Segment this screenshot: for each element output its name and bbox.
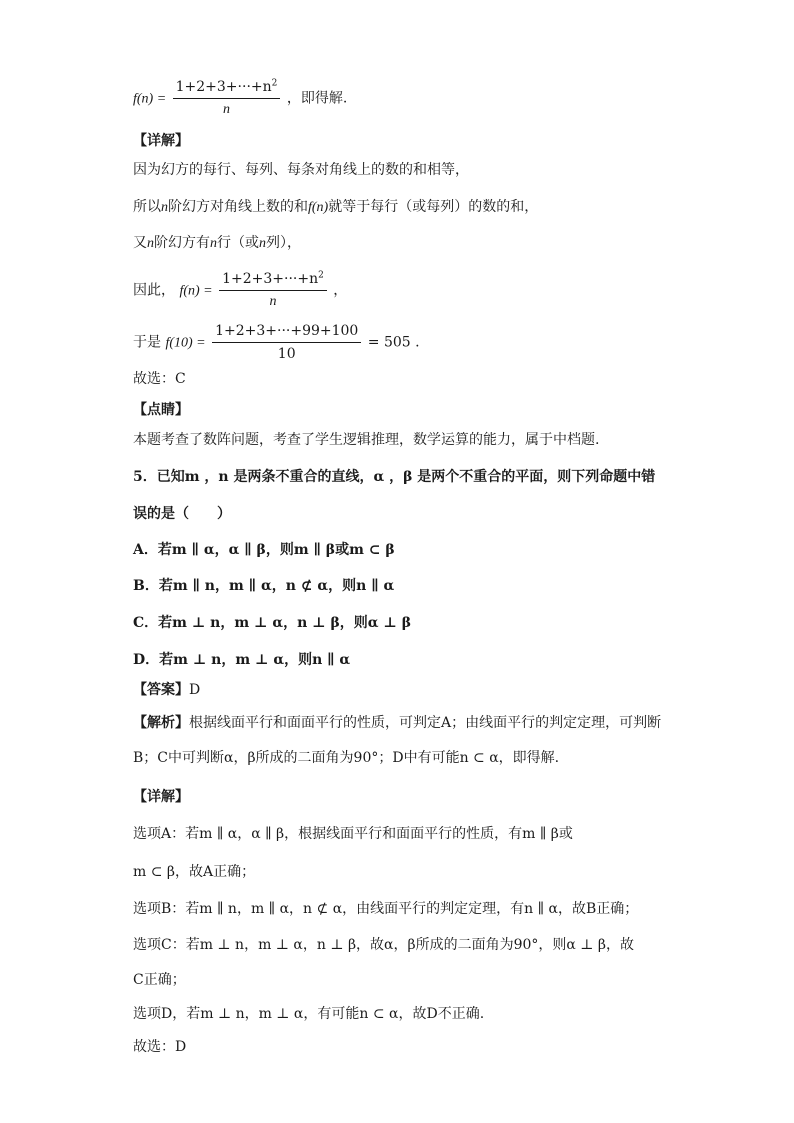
text: 因此， [133, 282, 175, 299]
option-c-detail-1: 选项C：若m ⊥ n，m ⊥ α，n ⊥ β，故α，β所成的二面角为90°，则α ⊥ β，故 [133, 937, 635, 953]
option-a-detail-1: 选项A：若m ∥ α，α ∥ β，根据线面平行和面面平行的性质，有m ∥ β或 [133, 826, 573, 842]
analysis-line-2: B；C中可判断α，β所成的二面角为90°；D中有可能n ⊂ α，即得解. [133, 750, 560, 766]
formula-lhs: f(n) = [133, 91, 167, 107]
answer-label: 【答案】 [133, 682, 189, 698]
formula-line-yinci [133, 270, 347, 311]
fraction-denominator: 10 [277, 346, 296, 362]
option-a-detail-2: m ⊂ β，故A正确； [133, 864, 256, 880]
analysis-text: 根据线面平行和面面平行的性质，可判定A；由线面平行的判定定理，可判断 [189, 715, 662, 731]
paragraph-summary: 本题考查了数阵问题，考查了学生逻辑推理，数学运算的能力，属于中档题. [133, 432, 600, 448]
var-n: n [210, 236, 217, 251]
paragraph-1: 因为幻方的每行、每列、每条对角线上的数的和相等， [133, 162, 469, 178]
option-d: D．若m ⊥ n，m ⊥ α，则n ∥ α [133, 652, 351, 668]
var-n: n [147, 236, 154, 251]
formula-line-yushi [133, 322, 420, 363]
fraction-numerator: 1+2+3+···+n [222, 271, 319, 287]
answer-value: D [189, 682, 201, 698]
fraction-numerator: 1+2+3+···+99+100 [212, 322, 361, 343]
text: 阶幻方有 [154, 235, 210, 251]
fraction-denominator: n [223, 102, 230, 117]
section-heading-dianjing: 【点睛】 [133, 402, 189, 418]
formula-line-f-n [133, 78, 347, 119]
fraction: $\frac{1+2+3+\cdot\cdot\cdot+n^2}{n}$ [173, 78, 281, 119]
option-d-detail: 选项D，若m ⊥ n，m ⊥ α，有可能n ⊂ α，故D不正确. [133, 1006, 485, 1022]
text: 行（或 [217, 235, 259, 251]
formula-f-n: f(n) [308, 200, 329, 215]
text: 就等于每行（或每列）的数的和， [328, 199, 539, 215]
option-b: B．若m ∥ n，m ∥ α，n ⊄ α，则n ∥ α [133, 578, 395, 594]
formula-result: = 505 . [367, 334, 420, 351]
question-5-line-1: 5．已知m ，n 是两条不重合的直线，α ，β 是两个不重合的平面，则下列命题中错 [133, 469, 656, 485]
text: 所以 [133, 199, 161, 215]
fraction: $\frac{1+2+3+\cdot\cdot\cdot+n^2}{n}$ [219, 270, 327, 311]
answer-choice-1: 故选：C [133, 371, 186, 387]
option-c: C．若m ⊥ n，m ⊥ α，n ⊥ β，则α ⊥ β [133, 615, 412, 631]
paragraph-3 [133, 233, 301, 254]
option-a: A．若m ∥ α，α ∥ β，则m ∥ β或m ⊂ β [133, 542, 395, 558]
analysis-line-1 [133, 713, 661, 733]
answer-line [133, 680, 200, 700]
text: 阶幻方对角线上数的和 [168, 199, 308, 215]
option-c-detail-2: C正确； [133, 972, 186, 988]
option-b-detail: 选项B：若m ∥ n，m ∥ α，n ⊄ α，由线面平行的判定定理，有n ∥ α，故B正确； [133, 901, 639, 917]
formula-lhs: f(10) = [165, 335, 206, 351]
section-heading-xiangjie: 【详解】 [133, 133, 189, 149]
text: 列）， [266, 235, 301, 251]
paragraph-2 [133, 197, 538, 218]
text: ， [333, 282, 348, 299]
formula-suffix: ，即得解. [286, 90, 348, 107]
text: 又 [133, 235, 147, 251]
question-5-line-2: 误的是（ ） [133, 506, 231, 522]
text: 于是 [133, 334, 161, 351]
answer-choice-2: 故选：D [133, 1039, 187, 1055]
fraction-denominator: n [269, 294, 277, 309]
fraction-numerator: 1+2+3+···+n [175, 79, 272, 95]
section-heading-xiangjie-2: 【详解】 [133, 789, 189, 805]
analysis-label: 【解析】 [133, 715, 189, 731]
fraction [212, 322, 361, 363]
var-n: n [161, 200, 168, 215]
var-n: n [259, 236, 266, 251]
formula-lhs: f(n) = [179, 283, 213, 299]
